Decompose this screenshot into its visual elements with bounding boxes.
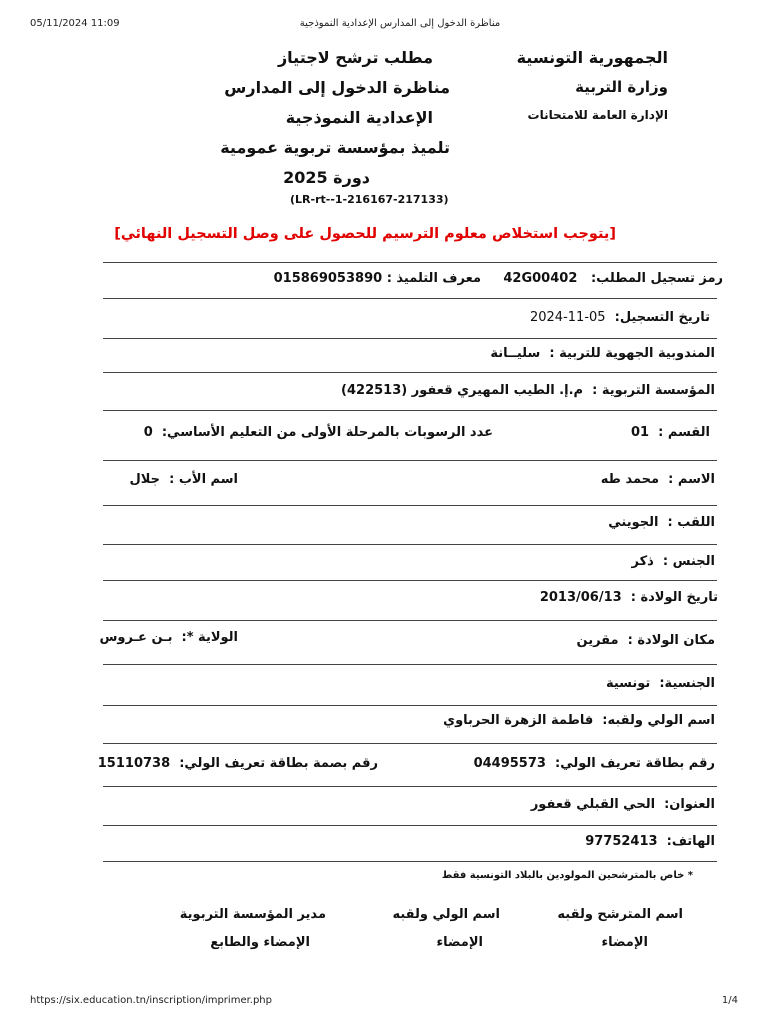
form-title-line2: مناظرة الدخول إلى المدارس xyxy=(224,78,450,97)
phone-field xyxy=(585,834,715,849)
fingerprint-label: رقم بصمة بطاقة تعريف الولي: xyxy=(179,756,378,771)
section-value: 01 xyxy=(631,425,650,440)
request-code-field xyxy=(503,271,723,286)
failures-field xyxy=(144,425,493,440)
address-label: العنوان: xyxy=(664,797,715,812)
divider xyxy=(103,298,717,299)
divider xyxy=(103,705,717,706)
state-label: الولاية *: xyxy=(181,630,238,645)
student-id-label: معرف التلميذ : xyxy=(386,271,481,286)
divider xyxy=(103,505,717,506)
divider xyxy=(103,460,717,461)
republic-name: الجمهورية التونسية xyxy=(516,48,668,67)
divider xyxy=(103,580,717,581)
registration-date-field xyxy=(530,310,710,325)
birth-date-value: 2013/06/13 xyxy=(539,590,622,605)
first-name-value: محمد طه xyxy=(600,472,660,487)
divider xyxy=(103,338,717,339)
registration-date-value: 05-11-2024 xyxy=(529,310,606,325)
director-signature-label: الإمضاء والطابع xyxy=(210,935,310,950)
ministry-name: وزارة التربية xyxy=(575,78,668,96)
form-code: (LR-rt--1-216167-217133) xyxy=(290,193,449,206)
last-name-label: اللقب : xyxy=(667,515,715,530)
birth-place-value: مقرين xyxy=(576,633,619,648)
birth-date-label: تاريخ الولادة : xyxy=(630,590,718,605)
last-name-field xyxy=(608,515,715,530)
birth-place-label: مكان الولادة : xyxy=(627,633,715,648)
directorate-name: الإدارة العامة للامتحانات xyxy=(527,108,668,122)
print-page-title: مناظرة الدخول إلى المدارس الإعدادية النموذجية xyxy=(299,18,501,29)
first-name-label: الاسم : xyxy=(668,472,715,487)
failures-label: عدد الرسوبات بالمرحلة الأولى من التعليم الأساسي: xyxy=(161,425,493,440)
school-field xyxy=(341,383,715,398)
form-title-line1: مطلب ترشح لاجتياز xyxy=(277,48,433,67)
divider xyxy=(103,620,717,621)
nationality-label: الجنسية: xyxy=(659,676,715,691)
birth-date-field xyxy=(540,590,718,605)
print-page-number: 1/4 xyxy=(721,995,738,1006)
regional-field xyxy=(490,346,715,361)
address-value: الحي القبلي قعفور xyxy=(530,797,656,812)
section-field xyxy=(631,425,710,440)
candidate-signature-title: اسم المترشح ولقبه xyxy=(557,907,683,922)
failures-value: 0 xyxy=(143,425,153,440)
birth-place-field xyxy=(577,633,716,648)
form-title-line3: الإعدادية النموذجية xyxy=(285,108,433,127)
first-name-field xyxy=(601,472,715,487)
guardian-signature-label: الإمضاء xyxy=(436,935,483,950)
director-signature-title: مدير المؤسسة التربوية xyxy=(179,907,326,922)
request-code-value: 42G00402 xyxy=(503,271,578,286)
address-field xyxy=(531,797,715,812)
registration-date-label: تاريخ التسجيل: xyxy=(614,310,710,325)
gender-value: ذكر xyxy=(631,554,654,569)
divider xyxy=(103,861,717,862)
divider xyxy=(103,262,717,263)
phone-value: 97752413 xyxy=(585,834,658,849)
print-url: https://six.education.tn/inscription/imprimer.php xyxy=(30,995,272,1006)
guardian-card-field xyxy=(474,756,715,771)
father-label: اسم الأب : xyxy=(169,472,238,487)
regional-value: سليــانة xyxy=(490,346,541,361)
gender-field xyxy=(631,554,715,569)
guardian-label: اسم الولي ولقبه: xyxy=(602,713,715,728)
payment-notice: [يتوجب استخلاص معلوم الترسيم للحصول على وصل التسجيل النهائي] xyxy=(114,226,616,242)
school-label: المؤسسة التربوية : xyxy=(592,383,715,398)
student-id-value: 015869053890 xyxy=(273,271,383,286)
session-year: دورة 2025 xyxy=(283,168,370,187)
school-value: م.إ. الطيب المهيري قعفور (422513) xyxy=(341,383,584,398)
divider xyxy=(103,825,717,826)
candidate-signature-label: الإمضاء xyxy=(601,935,648,950)
gender-label: الجنس : xyxy=(662,554,715,569)
father-field xyxy=(130,472,238,487)
fingerprint-value: 15110738 xyxy=(97,756,171,771)
state-value: بـن عـروس xyxy=(99,630,173,645)
guardian-field xyxy=(443,713,715,728)
guardian-value: فاطمة الزهرة الحرباوي xyxy=(443,713,594,728)
guardian-card-label: رقم بطاقة تعريف الولي: xyxy=(555,756,715,771)
regional-label: المندوبية الجهوية للتربية : xyxy=(549,346,715,361)
phone-label: الهاتف: xyxy=(666,834,715,849)
divider xyxy=(103,544,717,545)
last-name-value: الجويني xyxy=(608,515,659,530)
fingerprint-field xyxy=(98,756,378,771)
nationality-value: تونسية xyxy=(605,676,651,691)
student-id-field xyxy=(274,271,481,286)
divider xyxy=(103,786,717,787)
state-field xyxy=(99,630,238,645)
divider xyxy=(103,743,717,744)
divider xyxy=(103,372,717,373)
divider xyxy=(103,664,717,665)
guardian-card-value: 04495573 xyxy=(473,756,546,771)
print-datetime: 05/11/2024 11:09 xyxy=(30,18,120,29)
section-label: القسم : xyxy=(658,425,710,440)
form-title-line4: تلميذ بمؤسسة تربوية عمومية xyxy=(220,138,450,157)
father-value: جلال xyxy=(129,472,161,487)
footnote: * خاص بالمترشحين المولودين بالبلاد التونسية فقط xyxy=(441,870,693,881)
divider xyxy=(103,410,717,411)
guardian-signature-title: اسم الولي ولقبه xyxy=(392,907,500,922)
nationality-field xyxy=(606,676,715,691)
request-code-label: رمز تسجيل المطلب: xyxy=(590,271,723,286)
